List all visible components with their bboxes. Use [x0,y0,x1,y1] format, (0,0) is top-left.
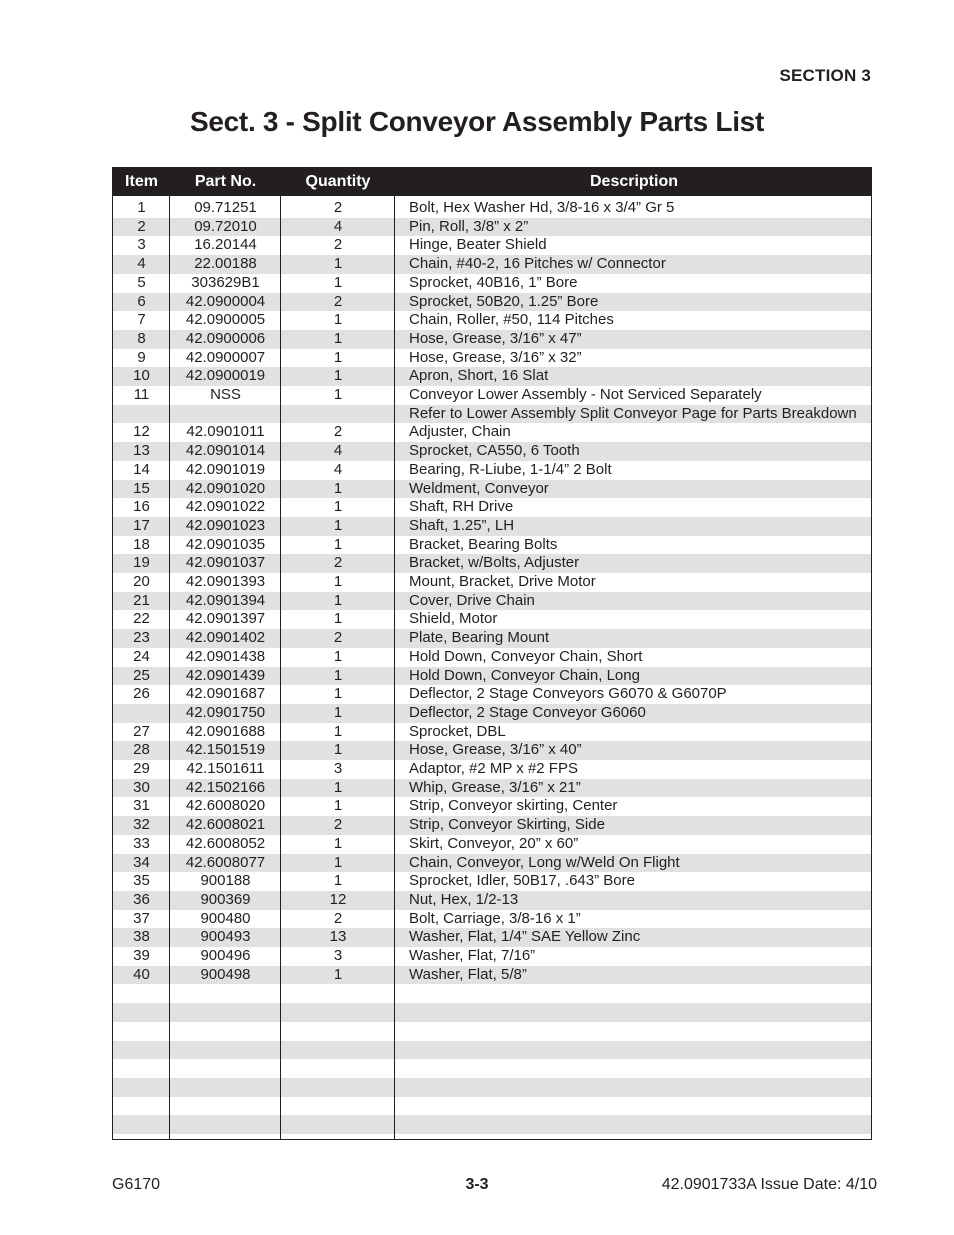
description-cell: Sprocket, DBL [409,722,506,740]
table-row [113,517,871,536]
item-cell: 6 [137,292,146,310]
part-number-cell: 09.72010 [194,217,257,235]
quantity-cell: 1 [333,797,343,815]
description-cell: Chain, Roller, #50, 114 Pitches [409,311,614,329]
quantity-cell: 12 [329,890,347,908]
description-cell: Apron, Short, 16 Slat [409,367,549,385]
part-number-cell: 42.0900007 [185,348,266,366]
table-row [113,854,871,873]
description-cell: Mount, Bracket, Drive Motor [409,573,596,590]
table-row [113,872,871,891]
description-cell: Pin, Roll, 3/8” x 2” [409,217,529,235]
item-cell: 33 [133,834,150,852]
item-cell: 5 [137,273,146,291]
quantity-cell: 4 [333,442,343,460]
quantity-cell: 2 [333,236,343,254]
item-cell: 12 [133,423,150,441]
description-cell: Hose, Grease, 3/16” x 40” [409,741,582,759]
table-row [113,1003,871,1022]
table-header [113,168,871,196]
item-cell: 14 [133,460,150,478]
part-number-cell: 42.0901020 [185,479,266,497]
table-row [113,573,871,592]
item-cell: 27 [133,722,150,740]
description-cell: Sprocket, Idler, 50B17, .643” Bore [409,872,635,890]
table-row [113,928,871,947]
quantity-cell: 2 [333,423,343,441]
quantity-cell: 1 [333,516,343,534]
part-number-cell: 900496 [200,947,251,964]
part-number-cell: 42.6008020 [185,797,266,815]
quantity-cell: 1 [333,685,343,703]
item-cell: 37 [133,909,150,927]
part-number-cell: 42.6008052 [185,834,266,852]
part-number-cell: 900493 [200,928,251,946]
column-divider [280,196,281,1139]
item-cell: 4 [137,255,146,273]
quantity-cell: 1 [333,386,343,403]
table-row [113,386,871,405]
part-number-cell: 42.0900005 [185,311,266,329]
description-cell: Chain, Conveyor, Long w/Weld On Flight [409,853,680,871]
part-number-cell: 42.0901687 [185,685,266,703]
item-cell: 2 [137,217,146,235]
part-number-cell: 900188 [200,872,251,890]
item-cell: 35 [133,872,150,890]
item-cell: 19 [133,554,150,572]
description-cell: Shaft, 1.25”, LH [409,516,515,534]
description-cell: Adaptor, #2 MP x #2 FPS [409,760,578,777]
table-row [113,741,871,760]
header-item: Item [125,173,158,190]
quantity-cell: 2 [333,909,343,927]
table-row [113,1097,871,1116]
table-row [113,498,871,517]
part-number-cell: 42.0901402 [185,629,266,647]
part-number-cell: 42.0901688 [185,722,266,740]
table-row [113,367,871,386]
item-cell: 21 [133,591,150,609]
description-cell: Weldment, Conveyor [409,479,549,497]
table-row [113,760,871,779]
table-row [113,797,871,816]
table-row [113,554,871,573]
header-part-no: Part No. [194,173,257,190]
part-number-cell: 22.00188 [194,255,257,273]
quantity-cell: 2 [333,629,343,647]
part-number-cell: 42.0901438 [185,647,266,665]
section-label: SECTION 3 [779,66,871,85]
footer-model: G6170 [112,1176,161,1193]
description-cell: Plate, Bearing Mount [409,629,550,647]
description-cell: Chain, #40-2, 16 Pitches w/ Connector [409,255,666,273]
table-row [113,723,871,742]
quantity-cell: 2 [333,816,343,834]
part-number-cell: 42.0901023 [185,516,266,534]
header-description: Description [589,173,678,190]
description-cell: Shaft, RH Drive [409,498,514,516]
table-row [113,536,871,555]
quantity-cell: 1 [333,348,343,366]
quantity-cell: 1 [333,591,343,609]
table-row [113,405,871,424]
quantity-cell: 1 [333,479,343,497]
table-row [113,648,871,667]
table-row [113,293,871,312]
item-cell: 25 [133,666,150,684]
item-cell: 26 [133,685,150,703]
quantity-cell: 3 [333,947,343,964]
table-row [113,910,871,929]
description-cell: Washer, Flat, 1/4” SAE Yellow Zinc [409,928,641,946]
item-cell: 1 [137,199,146,216]
quantity-cell: 1 [333,703,343,721]
description-cell: Hose, Grease, 3/16” x 47” [409,329,582,347]
column-divider [394,196,395,1139]
table-row [113,835,871,854]
part-number-cell: 42.0901014 [185,442,266,460]
part-number-cell: 42.0900019 [185,367,266,385]
quantity-cell: 4 [333,217,343,235]
table-row [113,236,871,255]
description-cell: Strip, Conveyor Skirting, Side [409,816,605,834]
header-quantity: Quantity [305,173,371,190]
table-row [113,1078,871,1097]
table-row [113,592,871,611]
description-cell: Hold Down, Conveyor Chain, Long [409,666,640,684]
quantity-cell: 1 [333,535,343,553]
part-number-cell: 42.6008077 [185,853,266,871]
description-cell: Bolt, Hex Washer Hd, 3/8-16 x 3/4” Gr 5 [409,199,675,216]
description-cell: Bearing, R-Liube, 1-1/4” 2 Bolt [409,460,612,478]
quantity-cell: 1 [333,255,343,273]
part-number-cell: 42.0901397 [185,610,266,628]
item-cell: 17 [133,516,150,534]
item-cell: 18 [133,535,150,553]
quantity-cell: 4 [333,460,343,478]
description-cell: Bracket, w/Bolts, Adjuster [409,554,580,572]
quantity-cell: 1 [333,965,343,983]
page-title: Sect. 3 - Split Conveyor Assembly Parts List [190,106,764,137]
table-row [113,311,871,330]
item-cell: 13 [133,442,150,460]
description-cell: Sprocket, 50B20, 1.25” Bore [409,292,599,310]
part-number-cell: 900369 [200,890,251,908]
part-number-cell: 42.6008021 [185,816,266,834]
table-row [113,610,871,629]
table-row [113,629,871,648]
table-row [113,779,871,798]
part-number-cell: 42.0901439 [185,666,266,684]
part-number-cell: 42.0901011 [186,423,265,441]
description-cell: Sprocket, CA550, 6 Tooth [409,442,580,460]
part-number-cell: 42.0900006 [185,329,266,347]
description-cell: Cover, Drive Chain [409,591,535,609]
part-number-cell: 42.1502166 [185,778,266,796]
item-cell: 11 [133,386,150,403]
part-number-cell: 42.0901022 [185,498,266,516]
quantity-cell: 1 [333,778,343,796]
description-cell: Shield, Motor [409,610,498,628]
description-cell: Refer to Lower Assembly Split Conveyor Page for Parts Breakdown [409,404,857,422]
description-cell: Hose, Grease, 3/16” x 32” [409,348,582,366]
part-number-cell: 900498 [200,965,251,983]
item-cell: 16 [133,498,150,516]
quantity-cell: 1 [333,741,343,759]
item-cell: 31 [133,797,150,815]
description-cell: Conveyor Lower Assembly - Not Serviced Separately [409,386,762,403]
part-number-cell: 42.0901750 [185,703,266,721]
quantity-cell: 1 [333,834,343,852]
part-number-cell: 16.20144 [194,236,257,254]
footer-doc-info: 42.0901733A Issue Date: 4/10 [661,1176,877,1193]
item-cell: 36 [133,890,150,908]
description-cell: Whip, Grease, 3/16” x 21” [409,778,581,796]
table-row [113,667,871,686]
part-number-cell: 42.0901394 [185,591,266,609]
part-number-cell: 42.0900004 [185,292,266,310]
table-row [113,947,871,966]
quantity-cell: 3 [333,760,343,777]
table-row [113,984,871,1003]
part-number-cell: 42.0901019 [185,460,266,478]
part-number-cell: 09.71251 [194,199,257,216]
table-row [113,704,871,723]
item-cell: 29 [133,760,150,777]
part-number-cell: 42.1501519 [185,741,266,759]
item-cell: 24 [133,647,150,665]
table-row [113,330,871,349]
item-cell: 32 [133,816,150,834]
item-cell: 30 [133,778,150,796]
description-cell: Deflector, 2 Stage Conveyors G6070 & G6070P [409,685,727,703]
description-cell: Hold Down, Conveyor Chain, Short [409,647,643,665]
table-row [113,480,871,499]
item-cell: 28 [133,741,150,759]
part-number-cell: 42.0901035 [185,535,266,553]
quantity-cell: 1 [333,872,343,890]
item-cell: 7 [137,311,146,329]
quantity-cell: 2 [333,199,343,216]
part-number-cell: 42.1501611 [186,760,265,777]
item-cell: 10 [133,367,150,385]
description-cell: Bolt, Carriage, 3/8-16 x 1” [409,909,581,927]
item-cell: 22 [133,610,150,628]
table-row [113,442,871,461]
table-row [113,816,871,835]
description-cell: Hinge, Beater Shield [409,236,547,254]
column-divider [169,196,170,1139]
table-row [113,349,871,368]
description-cell: Adjuster, Chain [409,423,511,441]
description-cell: Strip, Conveyor skirting, Center [409,797,618,815]
item-cell: 8 [137,329,146,347]
quantity-cell: 1 [333,573,343,590]
table-row [113,685,871,704]
description-cell: Deflector, 2 Stage Conveyor G6060 [409,703,646,721]
table-row [113,1041,871,1060]
quantity-cell: 2 [333,554,343,572]
description-cell: Nut, Hex, 1/2-13 [409,890,519,908]
part-number-cell: 42.0901037 [185,554,266,572]
part-number-cell: NSS [210,386,241,403]
quantity-cell: 1 [333,367,343,385]
item-cell: 20 [133,573,150,590]
table-row [113,1115,871,1134]
table-row [113,218,871,237]
quantity-cell: 1 [333,666,343,684]
table-row [113,1022,871,1041]
quantity-cell: 1 [333,329,343,347]
table-row [113,274,871,293]
part-number-cell: 42.0901393 [185,573,266,590]
item-cell: 40 [133,965,150,983]
quantity-cell: 1 [333,498,343,516]
table-row [113,199,871,218]
table-row [113,255,871,274]
description-cell: Washer, Flat, 5/8” [409,965,527,983]
description-cell: Skirt, Conveyor, 20” x 60” [409,834,579,852]
table-row [113,966,871,985]
quantity-cell: 1 [333,722,343,740]
item-cell: 23 [133,629,150,647]
table-row [113,461,871,480]
quantity-cell: 1 [333,853,343,871]
table-row [113,423,871,442]
part-number-cell: 303629B1 [191,273,260,291]
footer-page-number: 3-3 [465,1176,489,1193]
part-number-cell: 900480 [200,909,251,927]
quantity-cell: 1 [333,647,343,665]
item-cell: 9 [137,348,146,366]
item-cell: 39 [133,947,150,964]
item-cell: 15 [133,479,150,497]
quantity-cell: 13 [329,928,347,946]
description-cell: Washer, Flat, 7/16” [409,947,536,964]
quantity-cell: 2 [333,292,343,310]
quantity-cell: 1 [333,273,343,291]
quantity-cell: 1 [333,610,343,628]
description-cell: Bracket, Bearing Bolts [409,535,558,553]
description-cell: Sprocket, 40B16, 1” Bore [409,273,578,291]
item-cell: 34 [133,853,150,871]
item-cell: 38 [133,928,150,946]
table-row [113,1059,871,1078]
quantity-cell: 1 [333,311,343,329]
table-row [113,891,871,910]
item-cell: 3 [137,236,146,254]
parts-table [112,167,872,1140]
